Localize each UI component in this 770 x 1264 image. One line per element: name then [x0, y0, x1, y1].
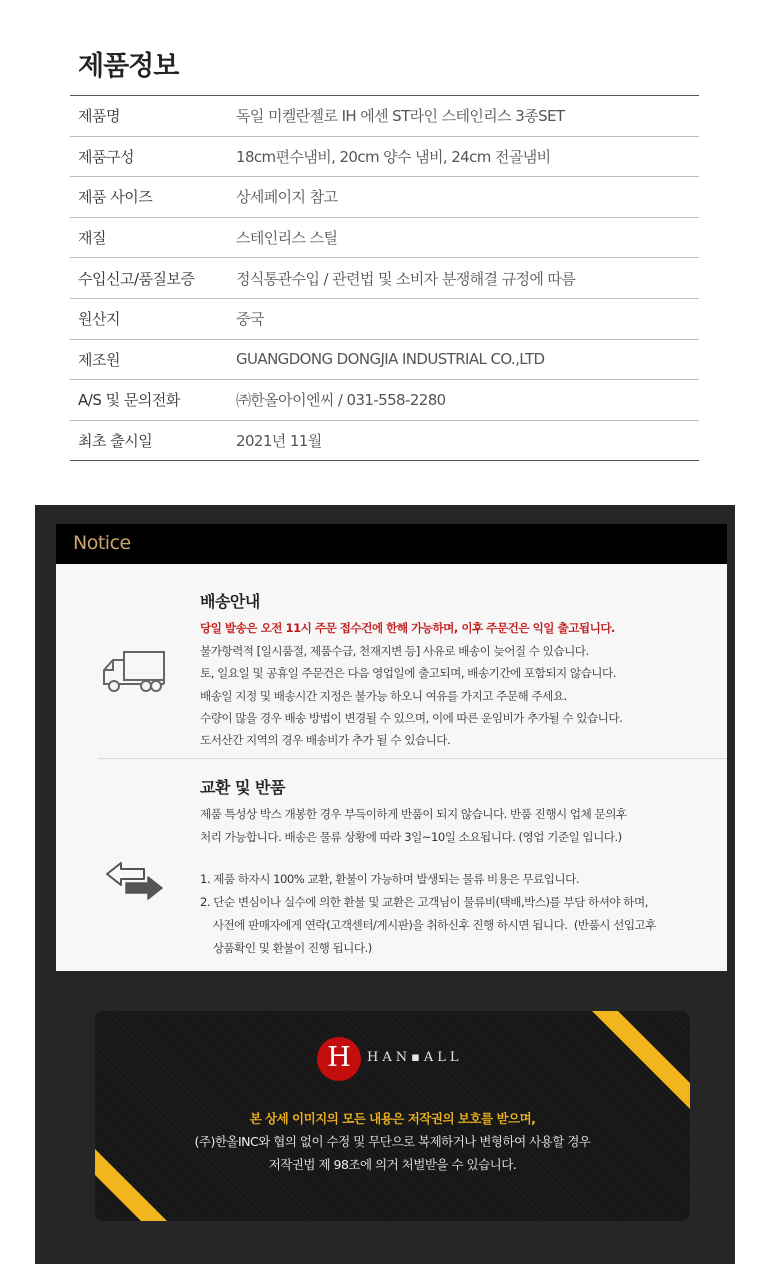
- row-label: 제품명: [78, 107, 120, 126]
- exchange-arrows-icon: [104, 860, 166, 902]
- table-row: [70, 299, 699, 340]
- row-value: ㈜한올아이엔씨 / 031-558-2280: [236, 391, 446, 410]
- table-row: [70, 380, 699, 421]
- shipping-highlight: 당일 발송은 오전 11시 주문 접수건에 한해 가능하며, 이후 주문건은 익일 출고됩니다.: [200, 621, 615, 635]
- row-label: A/S 및 문의전화: [78, 391, 180, 410]
- exchange-item: 1. 제품 하자시 100% 교환, 환불이 가능하며 발생되는 물류 비용은 무료입니다.: [200, 872, 580, 886]
- exchange-intro-line: 제품 특성상 박스 개봉한 경우 부득이하게 반품이 되지 않습니다. 반품 진행시 업체 문의후: [200, 807, 627, 821]
- table-row: [70, 421, 699, 462]
- row-label: 수입신고/품질보증: [78, 269, 195, 288]
- row-value: 독일 미켈란젤로 IH 에센 ST라인 스테인리스 3종SET: [236, 107, 565, 126]
- row-value: 정식통관수입 / 관련법 및 소비자 분쟁해결 규정에 따름: [236, 269, 576, 288]
- row-label: 제품 사이즈: [78, 188, 153, 207]
- shipping-line: 도서산간 지역의 경우 배송비가 추가 될 수 있습니다.: [200, 733, 451, 747]
- row-label: 제품구성: [78, 147, 134, 166]
- exchange-item: 상품확인 및 환불이 진행 됩니다.): [200, 941, 372, 955]
- row-value: 스테인리스 스틸: [236, 229, 338, 248]
- hanall-logo-mark: [317, 1037, 361, 1081]
- table-row: [70, 258, 699, 299]
- copyright-banner: [95, 1011, 690, 1221]
- row-value: GUANGDONG DONGJIA INDUSTRIAL CO.,LTD: [236, 350, 545, 369]
- copyright-line-1: 본 상세 이미지의 모든 내용은 저작권의 보호를 받으며,: [249, 1111, 536, 1126]
- copyright-line-3: 저작권법 제 98조에 의거 처벌받을 수 있습니다.: [268, 1157, 517, 1172]
- table-row: [70, 218, 699, 259]
- exchange-intro-line: 처리 가능합니다. 배송은 물류 상황에 따라 3일~10일 소요됩니다. (영업 기준일 입니다.): [200, 830, 622, 844]
- row-value: 2021년 11월: [236, 432, 322, 451]
- row-label: 제조원: [78, 350, 120, 369]
- table-row: [70, 96, 699, 137]
- row-label: 재질: [78, 229, 106, 248]
- logo-letter: H: [327, 1042, 351, 1073]
- truck-icon: [100, 648, 170, 694]
- shipping-line: 불가항력적 [일시품절, 제품수급, 천재지변 등] 사유로 배송이 늦어질 수 있습니다.: [200, 644, 589, 658]
- hanall-brand-text: HAN▪ALL: [367, 1050, 463, 1065]
- section-divider: [98, 758, 727, 759]
- product-info-title: 제품정보: [78, 51, 179, 82]
- shipping-line: 토, 일요일 및 공휴일 주문건은 다음 영업일에 출고되며, 배송기간에 포함되지 않습니다.: [200, 666, 616, 680]
- exchange-item: 2. 단순 변심이나 실수에 의한 환불 및 교환은 고객님이 물류비(택배,박스)를 부담 하셔야 하며,: [200, 895, 648, 909]
- row-label: 최초 출시일: [78, 432, 153, 451]
- table-row: [70, 340, 699, 381]
- row-label: 원산지: [78, 310, 120, 329]
- table-row: [70, 177, 699, 218]
- shipping-title: 배송안내: [200, 592, 260, 611]
- shipping-line: 배송일 지정 및 배송시간 지정은 불가능 하오니 여유를 가지고 주문해 주세요.: [200, 689, 567, 703]
- copyright-line-2: (주)한올INC와 협의 없이 수정 및 무단으로 복제하거나 변형하여 사용할 경우: [194, 1134, 591, 1149]
- row-value: 18cm편수냄비, 20cm 양수 냄비, 24cm 전골냄비: [236, 147, 551, 166]
- exchange-title: 교환 및 반품: [200, 778, 285, 797]
- row-value: 중국: [236, 310, 264, 329]
- notice-header: [56, 524, 727, 564]
- table-row: [70, 137, 699, 178]
- notice-title: Notice: [73, 532, 131, 554]
- exchange-item: 사전에 판매자에게 연락(고객센터/게시판)을 취하신후 진행 하시면 됩니다. (반품시 선입고후: [200, 918, 656, 932]
- notice-section: [35, 505, 735, 1264]
- notice-body: [56, 564, 727, 971]
- shipping-line: 수량이 많을 경우 배송 방법이 변경될 수 있으며, 이에 따른 운임비가 추가될 수 있습니다.: [200, 711, 623, 725]
- row-value: 상세페이지 참고: [236, 188, 338, 207]
- product-info-table: [70, 95, 699, 461]
